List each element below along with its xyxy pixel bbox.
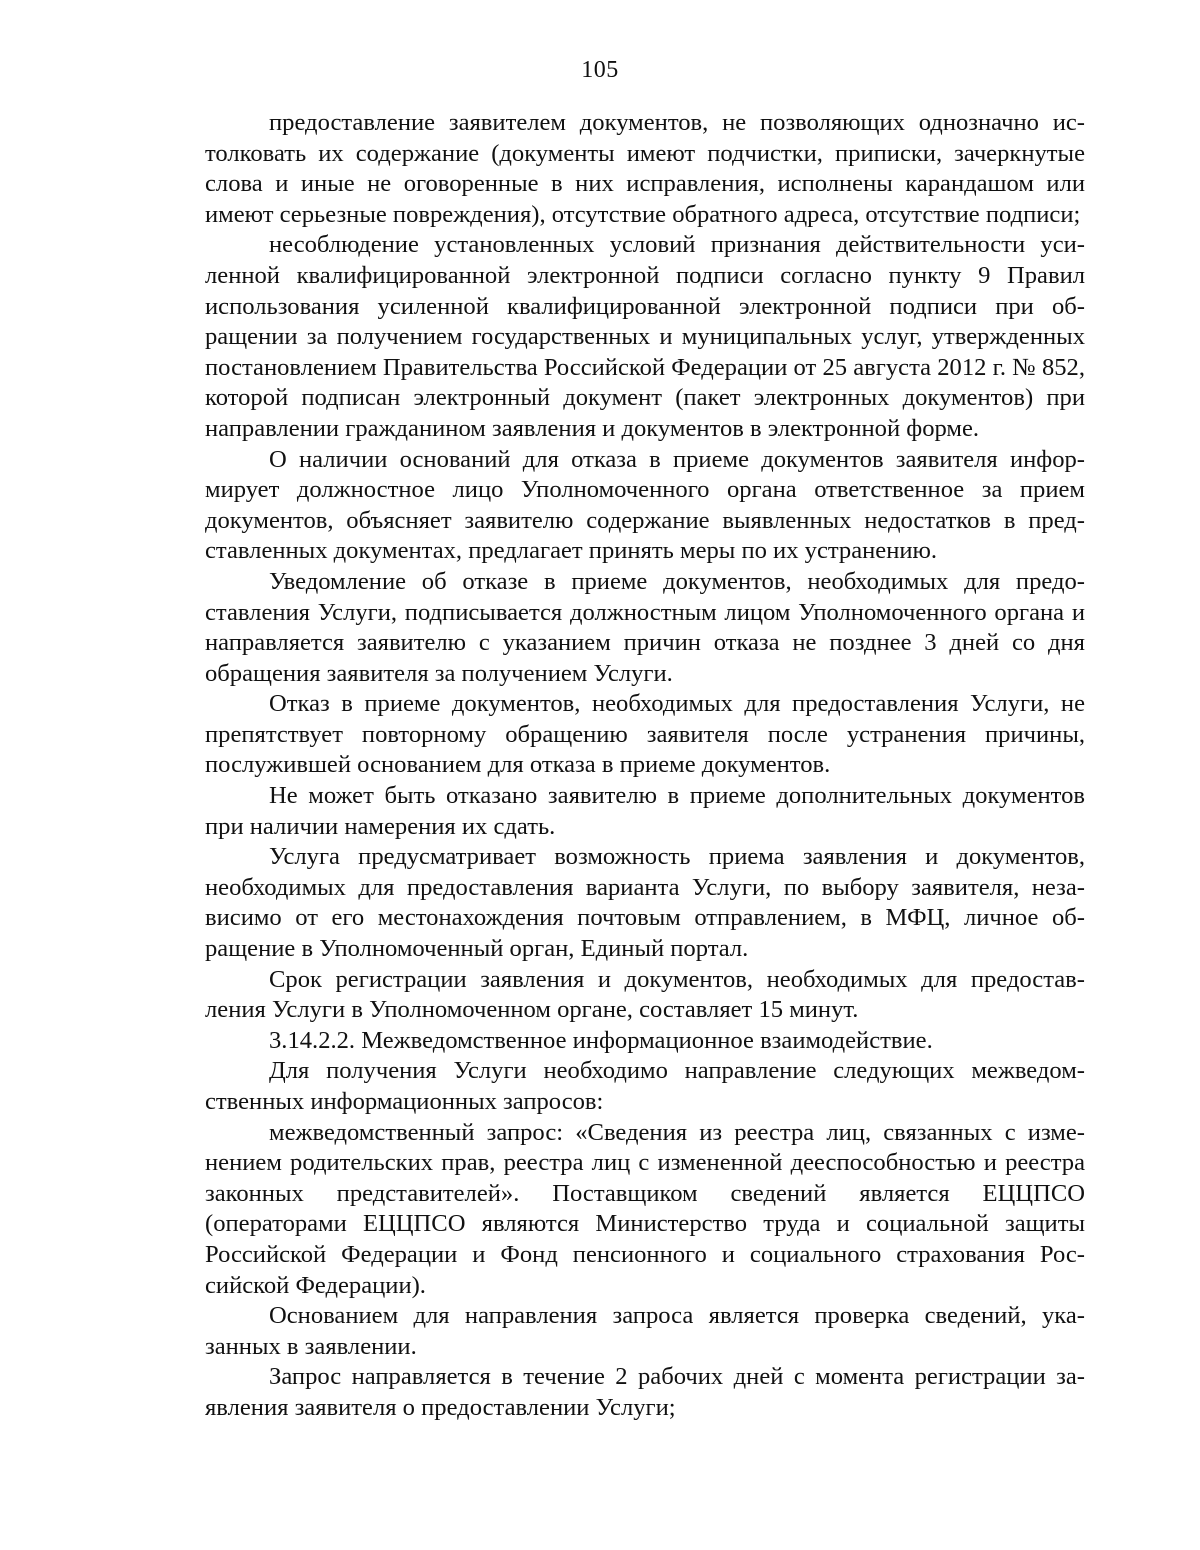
document-body	[205, 108, 1085, 1424]
paragraph-10: Для получения Услуги необходимо направление следующих межведомственных информационных запросов:	[205, 1057, 1085, 1115]
section-heading-3-14-2-2: 3.14.2.2. Межведомственное информационное взаимодействие.	[269, 1026, 933, 1054]
paragraph-4: Уведомление об отказе в приеме документов, необходимых для предоставления Услуги, подписывается должностным лицом Уполномоченного органа и направляется заявителю с указанием причин отказа не позднее 3 дней со дня обращения заявителя за получением Услуги.	[205, 567, 1085, 687]
paragraph-12: Основанием для направления запроса является проверка сведений, указанных в заявлении.	[205, 1302, 1085, 1360]
paragraph-7: Услуга предусматривает возможность приема заявления и документов, необходимых для предоставления варианта Услуги, по выбору заявителя, независимо от его местонахождения почтовым отправлением, в МФЦ, личное обращение в Уполномоченный орган, Единый портал.	[205, 843, 1085, 963]
paragraph-13: Запрос направляется в течение 2 рабочих дней с момента регистрации заявления заявителя о предоставлении Услуги;	[205, 1363, 1085, 1421]
paragraph-6: Не может быть отказано заявителю в приеме дополнительных документов при наличии намерения их сдать.	[205, 782, 1085, 840]
paragraph-1: предоставление заявителем документов, не позволяющих однозначно истолковать их содержание (документы имеют подчистки, приписки, зачеркнутые слова и иные не оговоренные в них исправления, исполнены карандашом или имеют серьезные повреждения), отсутствие обратного адреса, отсутствие подписи;	[205, 109, 1085, 228]
paragraph-3: О наличии оснований для отказа в приеме документов заявителя информирует должностное лицо Уполномоченного органа ответственное за прием документов, объясняет заявителю содержание выявленных недостатков в представленных документах, предлагает принять меры по их устранению.	[205, 445, 1085, 565]
page-number: 105	[581, 57, 619, 83]
paragraph-2: несоблюдение установленных условий признания действительности усиленной квалифицированной электронной подписи согласно пункту 9 Правил использования усиленной квалифицированной электронной подписи при обращении за получением государственных и муниципальных услуг, утвержденных постановлением Правительства Российской Федерации от 25 августа 2012 г. № 852, которой подписан электронный документ (пакет электронных документов) при направлении гражданином заявления и документов в электронной форме.	[205, 231, 1085, 442]
paragraph-11: межведомственный запрос: «Сведения из реестра лиц, связанных с изменением родительских прав, реестра лиц с измененной дееспособностью и реестра законных представителей». Поставщиком сведений является ЕЦЦПСО (операторами ЕЦЦПСО являются Министерство труда и социальной защиты Российской Федерации и Фонд пенсионного и социального страхования Российской Федерации).	[205, 1118, 1085, 1299]
paragraph-8: Срок регистрации заявления и документов, необходимых для предоставления Услуги в Уполномоченном органе, составляет 15 минут.	[205, 965, 1085, 1024]
paragraph-5: Отказ в приеме документов, необходимых для предоставления Услуги, не препятствует повторному обращению заявителя после устранения причины, послужившей основанием для отказа в приеме документов.	[205, 690, 1085, 779]
